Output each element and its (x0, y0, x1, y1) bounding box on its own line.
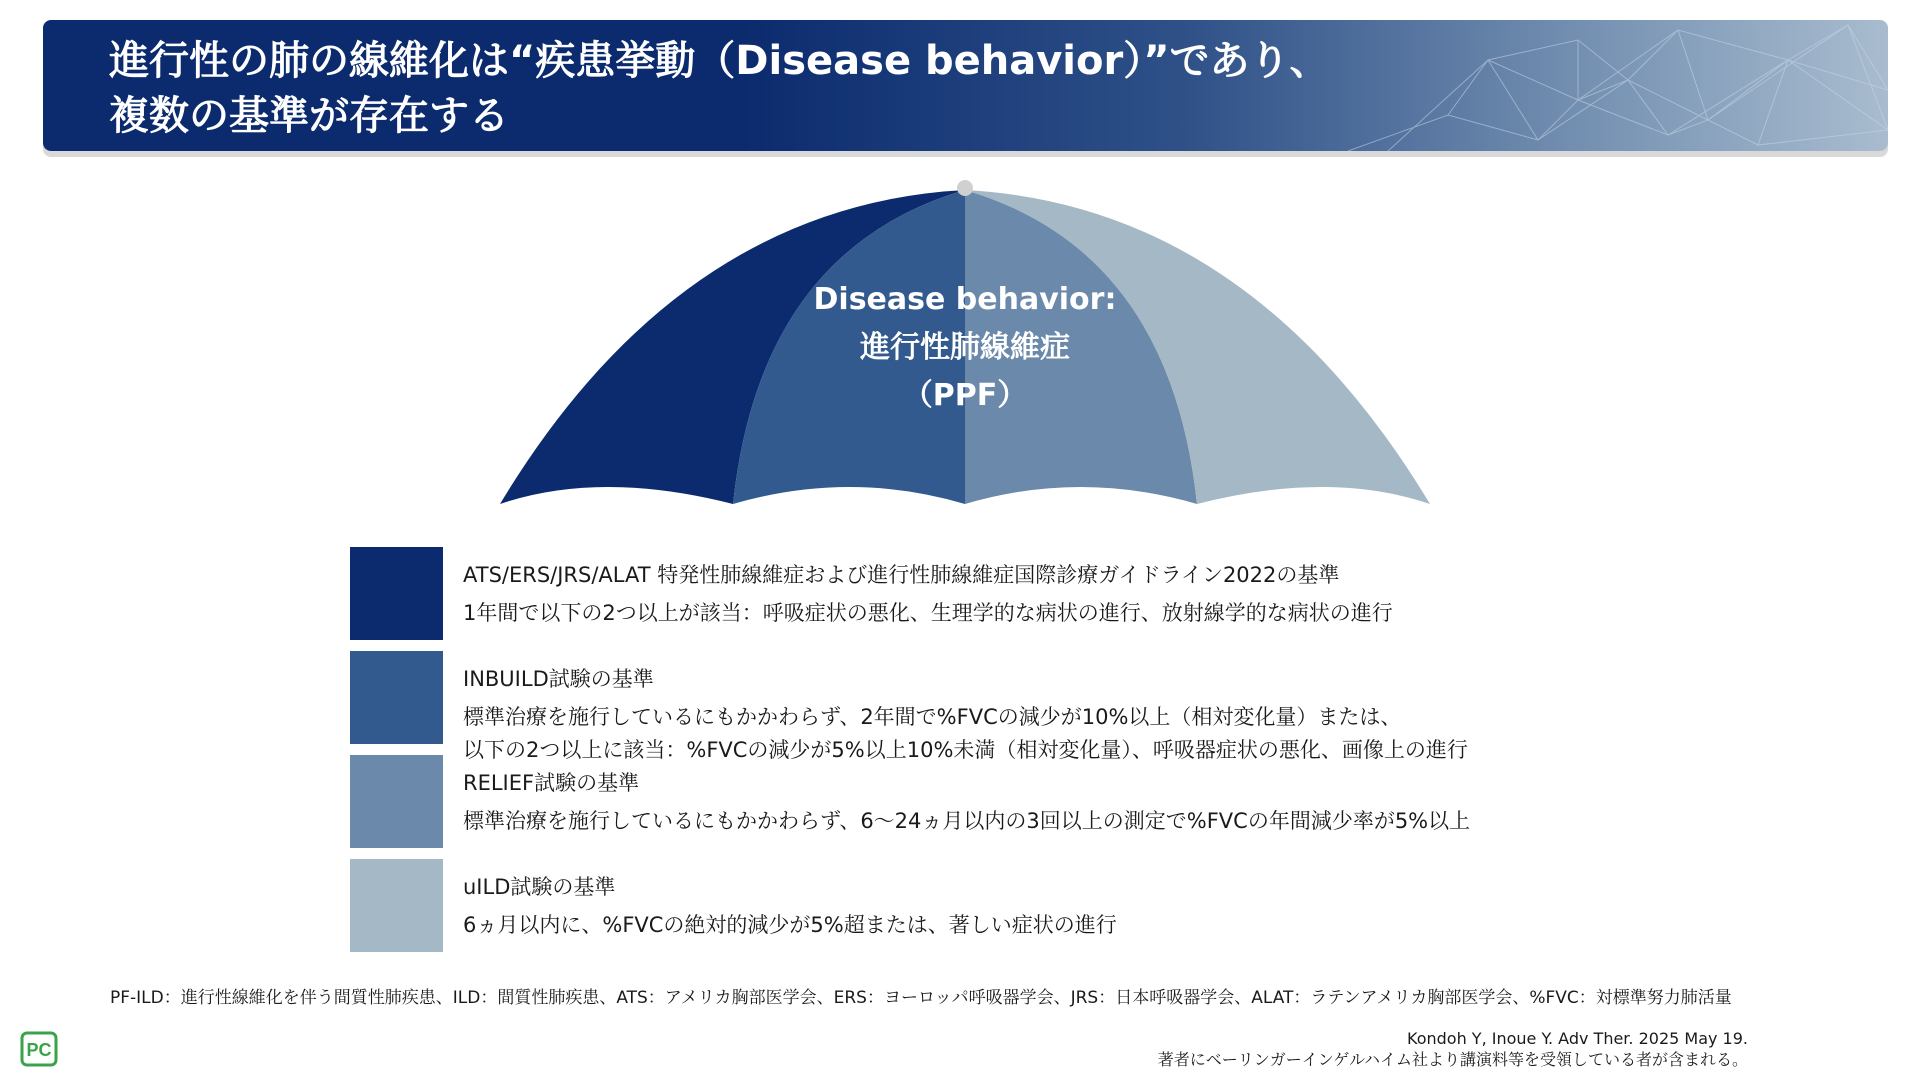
legend-swatch (350, 859, 443, 952)
legend-heading: ATS/ERS/JRS/ALAT 特発性肺線維症および進行性肺線維症国際診療ガイドライン2022の基準 (463, 563, 1340, 587)
legend-swatch (350, 651, 443, 744)
page-title (109, 34, 1330, 144)
legend-description: 標準治療を施行しているにもかかわらず、2年間で%FVCの減少が10%以上（相対変化量）または、 (463, 705, 1402, 729)
legend-description: 標準治療を施行しているにもかかわらず、6～24ヵ月以内の3回以上の測定で%FVCの年間減少率が5%以上 (463, 809, 1471, 833)
legend-heading: INBUILD試験の基準 (463, 667, 654, 691)
legend-swatch (350, 547, 443, 640)
legend-item-ats-ers (350, 547, 1600, 640)
umbrella-label-line-2: 進行性肺線維症 (860, 330, 1070, 365)
legend-description: 6ヵ月以内に、%FVCの絶対的減少が5%超または、著しい症状の進行 (463, 913, 1117, 937)
legend-description: 1年間で以下の2つ以上が該当：呼吸症状の悪化、生理学的な病状の進行、放射線学的な病状の進行 (463, 601, 1393, 625)
network-pattern-decoration (1328, 20, 1888, 151)
umbrella-label-line-3: （PPF） (902, 378, 1028, 413)
umbrella-label (780, 276, 1150, 420)
logo-text: PC (26, 1040, 52, 1060)
umbrella-label-line-1: Disease behavior: (813, 282, 1117, 317)
page-title-line-2: 複数の基準が存在する (109, 93, 509, 139)
citation (1158, 1028, 1748, 1070)
pc-logo-icon (20, 1031, 58, 1067)
title-banner (43, 20, 1888, 151)
legend-swatch (350, 755, 443, 848)
citation-disclosure: 著者にベーリンガーインゲルハイム社より講演料等を受領している者が含まれる。 (1157, 1050, 1748, 1069)
legend-heading: uILD試験の基準 (463, 875, 616, 899)
legend-item-uild (350, 859, 1600, 952)
citation-reference: Kondoh Y, Inoue Y. Adv Ther. 2025 May 19. (1407, 1029, 1748, 1048)
legend-heading: RELIEF試験の基準 (463, 771, 640, 795)
abbreviations-footnote: PF-ILD：進行性線維化を伴う間質性肺疾患、ILD：間質性肺疾患、ATS：アメリカ胸部医学会、ERS：ヨーロッパ呼吸器学会、JRS：日本呼吸器学会、ALAT：ラテンアメリカ胸部医学会、%FVC：対標準努力肺活量 (110, 988, 1732, 1008)
page-title-line-1: 進行性の肺の線維化は“疾患挙動（Disease behavior）”であり、 (109, 38, 1330, 84)
legend-item-relief (350, 755, 1600, 848)
legend-description: 以下の2つ以上に該当：%FVCの減少が5%以上10%未満（相対変化量）、呼吸器症状の悪化、画像上の進行 (463, 738, 1468, 762)
umbrella-tip (957, 180, 973, 196)
legend-item-inbuild (350, 651, 1600, 762)
